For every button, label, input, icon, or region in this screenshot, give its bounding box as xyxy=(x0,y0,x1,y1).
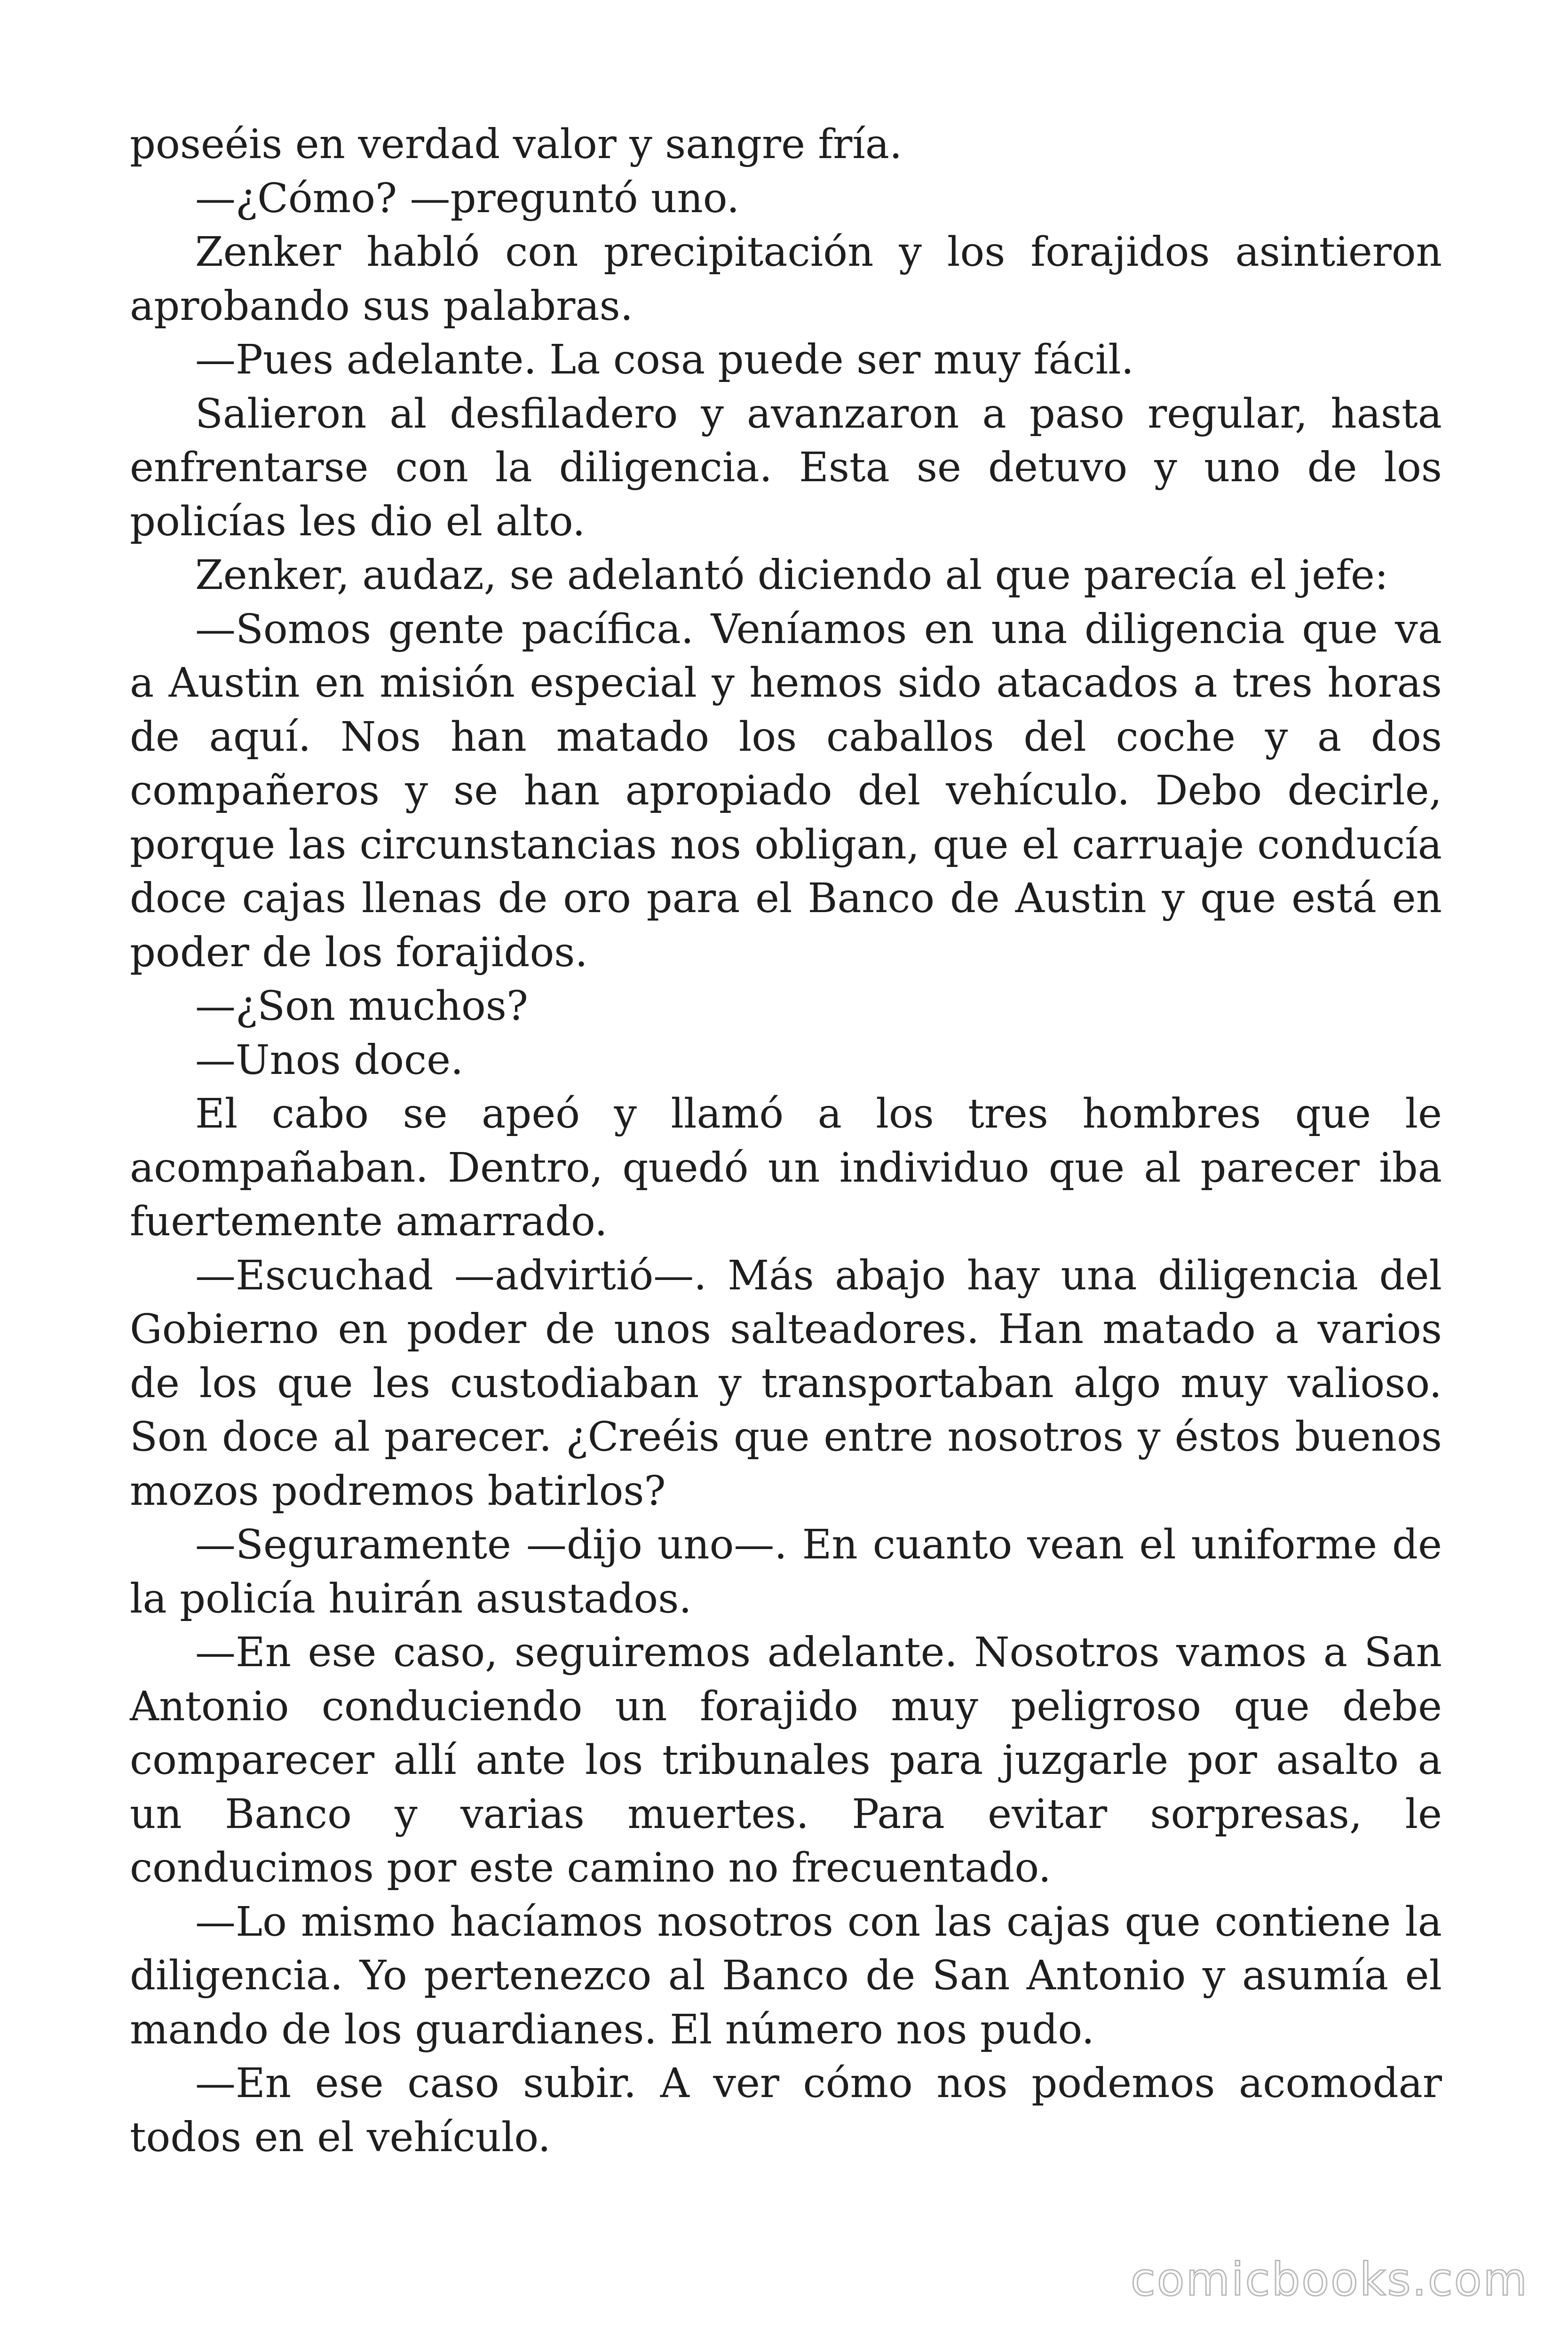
watermark: comicbooks.com xyxy=(1130,2253,1528,2306)
paragraph: poseéis en verdad valor y sangre fría. xyxy=(130,121,903,168)
paragraph: —En ese caso subir. A ver cómo nos podemos acomodar todos en el vehículo. xyxy=(130,2060,1442,2161)
paragraph: Zenker habló con precipitación y los forajidos asintieron aprobando sus palabras. xyxy=(130,229,1442,330)
paragraph: El cabo se apeó y llamó a los tres hombres que le acompañaban. Dentro, quedó un individuo que al parecer iba fuertemente amarrado. xyxy=(130,1090,1442,1245)
paragraph: —Seguramente —dijo uno—. En cuanto vean el uniforme de la policía huirán asustados. xyxy=(130,1521,1442,1622)
paragraph: —¿Son muchos? xyxy=(195,983,529,1030)
paragraph: Salieron al desfiladero y avanzaron a paso regular, hasta enfrentarse con la diligencia. Esta se detuvo y uno de los policías les dio el alto. xyxy=(130,390,1442,545)
paragraph: —Unos doce. xyxy=(195,1036,464,1084)
paragraph: —Pues adelante. La cosa puede ser muy fácil. xyxy=(195,336,1134,383)
paragraph: —Escuchad —advirtió—. Más abajo hay una diligencia del Gobierno en poder de unos salteadores. Han matado a varios de los que les custodiaban y transportaban algo muy valioso. Son doce al parecer. ¿Creéis que entre nosotros y éstos buenos mozos podremos batirlos? xyxy=(130,1252,1442,1515)
paragraph: —Somos gente pacífica. Veníamos en una diligencia que va a Austin en misión especial y hemos sido atacados a tres horas de aquí. Nos han matado los caballos del coche y a dos compañeros y se han apropiado del vehículo. Debo decirle, porque las circunstancias nos obligan, que el carruaje conducía doce cajas llenas de oro para el Banco de Austin y que está en poder de los forajidos. xyxy=(130,605,1442,976)
paragraph: —En ese caso, seguiremos adelante. Nosotros vamos a San Antonio conduciendo un forajido muy peligroso que debe comparecer allí ante los tribunales para juzgarle por asalto a un Banco y varias muertes. Para evitar sorpresas, le conducimos por este camino no frecuentado. xyxy=(130,1629,1442,1891)
paragraph: —Lo mismo hacíamos nosotros con las cajas que contiene la diligencia. Yo pertenezco al Banco de San Antonio y asumía el mando de los guardianes. El número nos pudo. xyxy=(130,1898,1442,2053)
paragraph: —¿Cómo? —preguntó uno. xyxy=(195,175,740,222)
page-text xyxy=(130,118,1442,2164)
paragraph: Zenker, audaz, se adelantó diciendo al que parecía el jefe: xyxy=(195,552,1388,599)
